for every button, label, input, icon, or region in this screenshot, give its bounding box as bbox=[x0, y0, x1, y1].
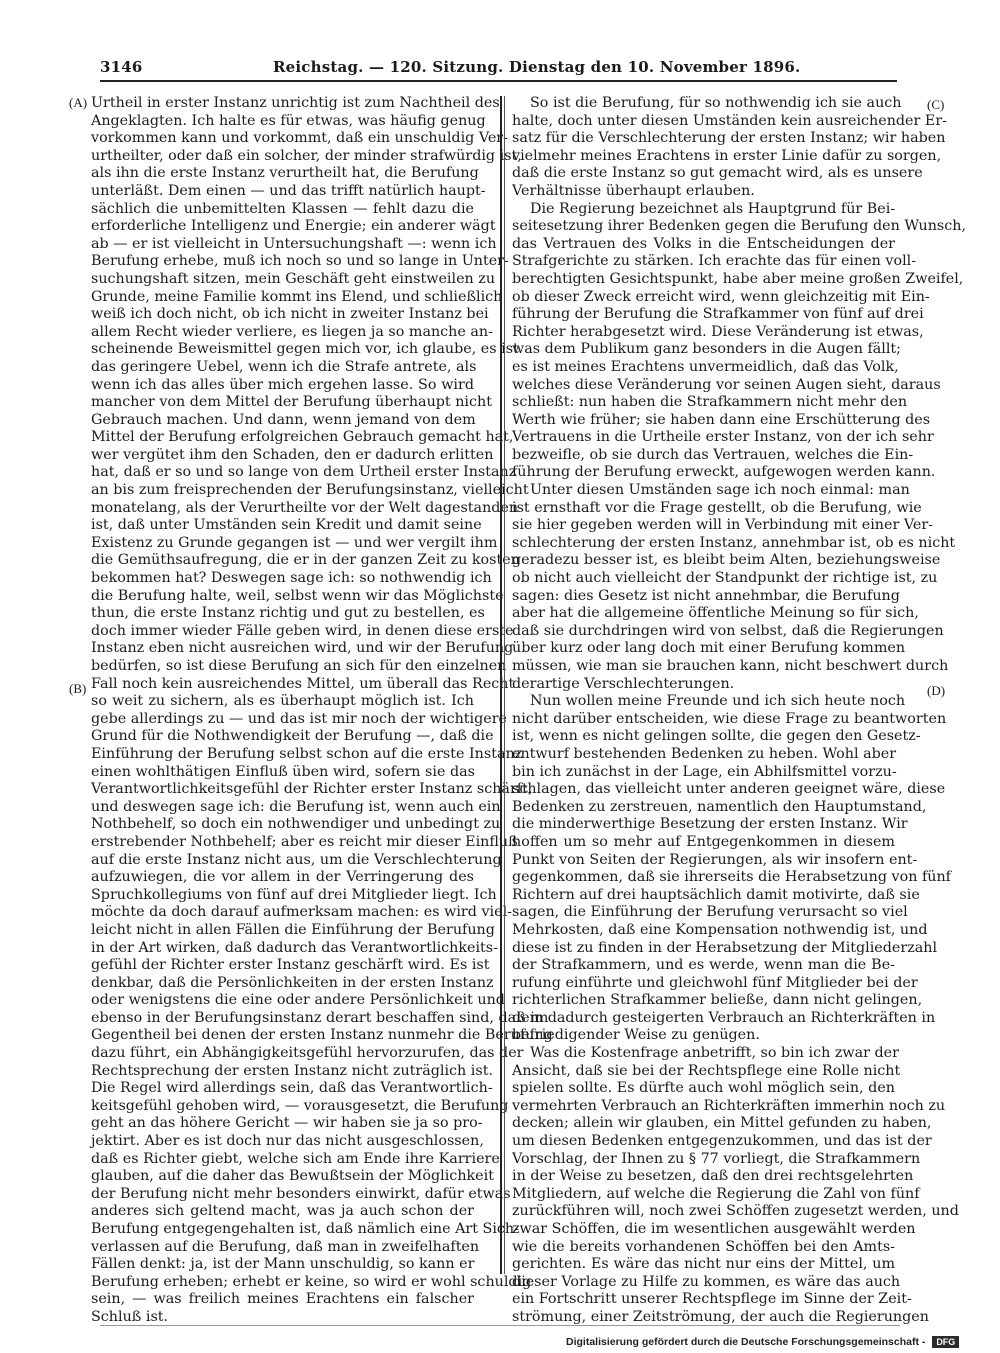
text-line: sächlich die unbemittelten Klassen — fehlt dazu die bbox=[91, 200, 474, 217]
text-line: Grunde, meine Familie kommt ins Elend, und schließlich bbox=[91, 288, 503, 305]
text-line: daß sie durchdringen wird von selbst, daß die Regierungen bbox=[512, 622, 944, 639]
text-line: das geringere Uebel, wenn ich die Strafe antrete, als bbox=[91, 358, 477, 375]
text-line: spielen sollte. Es dürfte auch wohl möglich sein, den bbox=[512, 1080, 895, 1097]
text-line: keitsgefühl gehoben wird, — vorausgesetzt, die Berufung bbox=[91, 1097, 509, 1114]
footer-rule bbox=[100, 1325, 900, 1326]
text-line: vielmehr meines Erachtens in erster Linie dafür zu sorgen, bbox=[512, 147, 942, 164]
header-rule bbox=[100, 80, 897, 82]
text-line: Fall noch kein ausreichendes Mittel, um überall das Recht bbox=[91, 675, 515, 692]
text-line: thun, die erste Instanz richtig und gut zu bestellen, es bbox=[91, 605, 485, 622]
text-line: vorkommen kann und vorkommt, daß ein unschuldig Ver- bbox=[91, 130, 508, 147]
text-line: Die Regierung bezeichnet als Hauptgrund für Bei- bbox=[530, 200, 896, 217]
column-divider bbox=[500, 96, 502, 1274]
text-line: zurückführen will, noch zwei Schöffen zugesetzt werden, und bbox=[512, 1203, 959, 1220]
text-line: dazu führt, ein Abhängigkeitsgefühl hervorzurufen, das der bbox=[91, 1045, 524, 1062]
margin-marker-d: (D) bbox=[927, 683, 946, 698]
text-line: berechtigten Gesichtspunkt, habe aber meine großen Zweifel, bbox=[512, 270, 964, 287]
text-line: möchte da doch darauf aufmerksam machen: es wird viel- bbox=[91, 904, 512, 921]
footer-text: Digitalisierung gefördert durch die Deutsche Forschungsgemeinschaft - bbox=[566, 1336, 926, 1348]
text-line: geht an das höhere Gericht — wir haben sie ja so pro- bbox=[91, 1115, 483, 1132]
text-line: Schluß ist. bbox=[91, 1308, 169, 1325]
text-line: gegenkommen, daß sie ihrerseits die Herabsetzung von fünf bbox=[512, 869, 951, 886]
text-line: bedürfen, so ist diese Berufung an sich für den einzelnen bbox=[91, 658, 507, 674]
digitization-footer bbox=[566, 1336, 956, 1352]
text-line: ebenso in der Berufungsinstanz derart beschaffen sind, daß im bbox=[91, 1009, 549, 1026]
text-line: sagen: dies Gesetz ist nicht annehmbar, die Berufung bbox=[512, 587, 900, 604]
text-line: führung der Berufung die Strafkammer von fünf auf drei bbox=[512, 306, 924, 323]
text-line: verlassen auf die Berufung, daß man in zweifelhaften bbox=[91, 1238, 480, 1255]
text-line: seitesetzung ihrer Bedenken gegen die Berufung den Wunsch, bbox=[512, 218, 966, 235]
text-line: halte, doch unter diesen Umständen kein ausreichender Er- bbox=[512, 112, 948, 129]
text-line: entwurf bestehenden Bedenken zu heben. Wohl aber bbox=[512, 745, 897, 762]
text-line: auf die erste Instanz nicht aus, um die Verschlechterung bbox=[91, 851, 502, 868]
text-line: wie die bereits vorhandenen Schöffen bei den Amts- bbox=[512, 1238, 895, 1255]
text-line: doch immer wieder Fälle geben wird, in denen diese erste bbox=[91, 622, 514, 639]
text-line: satz für die Verschlechterung der ersten Instanz; wir haben bbox=[512, 130, 946, 147]
text-line: dem dadurch gesteigerten Verbrauch an Richterkräften in bbox=[512, 1009, 936, 1026]
text-line: Unter diesen Umständen sage ich noch einmal: man bbox=[530, 482, 910, 499]
text-line: Vorschlag, der Ihnen zu § 77 vorliegt, die Strafkammern bbox=[512, 1150, 921, 1167]
text-line: Gegentheil bei denen der ersten Instanz nunmehr die Berufung bbox=[91, 1027, 553, 1044]
text-line: bezweifle, ob sie durch das Vertrauen, welches die Ein- bbox=[512, 446, 914, 463]
text-line: Mehrkosten, daß eine Kompensation nothwendig ist, und bbox=[512, 921, 928, 938]
text-line: die Gemüthsaufregung, die er in der ganzen Zeit zu kosten bbox=[91, 552, 520, 569]
text-line: richterlichen Strafkammer beließe, dann nicht gelingen, bbox=[512, 992, 923, 1009]
text-line: Einführung der Berufung selbst schon auf die erste Instanz bbox=[91, 745, 523, 762]
text-line: allem Recht wieder verliere, es liegen ja so manche an- bbox=[91, 323, 493, 340]
column-divider-inner bbox=[504, 96, 505, 1274]
text-line: ob dieser Zweck erreicht wird, wenn gleichzeitig mit Ein- bbox=[512, 288, 930, 305]
text-line: schließt: nun haben die Strafkammern nicht mehr den bbox=[512, 394, 908, 411]
left-column bbox=[91, 95, 553, 1327]
text-line: derartige Verschlechterungen. bbox=[512, 675, 735, 692]
text-line: Nothbehelf, so doch ein nothwendiger und unbedingt zu bbox=[91, 816, 501, 833]
text-line: der Berufung nicht mehr besonders einwirkt, dafür etwas bbox=[91, 1185, 511, 1202]
text-line: schlechterung der ersten Instanz, annehmbar ist, ob es nicht bbox=[512, 534, 956, 551]
text-line: hoffen um so mehr auf Entgegenkommen in diesem bbox=[512, 833, 895, 850]
text-line: aber hat die allgemeine öffentliche Meinung so für sich, bbox=[512, 605, 919, 622]
text-line: ein Fortschritt unserer Rechtspflege im Sinne der Zeit- bbox=[512, 1291, 912, 1308]
text-line: rufung einführte und gleichwohl fünf Mitglieder bei der bbox=[512, 974, 918, 991]
text-line: Verhältnisse überhaupt erlauben. bbox=[512, 182, 755, 199]
text-line: oder wenigstens die eine oder andere Persönlichkeit und bbox=[91, 992, 505, 1009]
text-line: So ist die Berufung, für so nothwendig ich sie auch bbox=[530, 95, 902, 111]
text-line: Vertrauens in die Urtheile erster Instanz, von der ich sehr bbox=[512, 429, 934, 446]
text-line: Mittel der Berufung erfolgreichen Gebrauch gemacht hat, bbox=[91, 429, 514, 446]
text-line: Bedenken zu zerstreuen, namentlich den Hauptumstand, bbox=[512, 798, 927, 815]
running-title: Reichstag. — 120. Sitzung. Dienstag den 10. November 1896. bbox=[273, 58, 801, 76]
text-line: schlagen, das vielleicht unter anderen geeignet wäre, diese bbox=[512, 781, 946, 798]
text-line: Strafgerichte zu stärken. Ich erachte das für einen voll- bbox=[512, 253, 917, 270]
text-line: leicht nicht in allen Fällen die Einführung der Berufung bbox=[91, 921, 495, 938]
text-line: scheinende Beweismittel gegen mich vor, ich glaube, es ist bbox=[91, 341, 519, 358]
text-line: Was die Kostenfrage anbetrifft, so bin ich zwar der bbox=[530, 1045, 899, 1062]
text-line: an bis zum freisprechenden der Berufungsinstanz, vielleicht bbox=[91, 482, 529, 499]
text-line: um diesen Bedenken entgegenzukommen, und das ist der bbox=[512, 1133, 932, 1150]
text-line: Punkt von Seiten der Regierungen, als wir insofern ent- bbox=[512, 851, 918, 868]
text-line: Richtern auf drei hauptsächlich damit motivirte, daß sie bbox=[512, 886, 920, 903]
text-line: Instanz eben nicht ausreichen wird, und wir der Berufung bbox=[91, 640, 514, 657]
text-line: vermehrten Verbrauch an Richterkräften immerhin noch zu bbox=[512, 1097, 946, 1114]
text-line: Mitgliedern, auf welche die Regierung die Zahl von fünf bbox=[512, 1185, 920, 1202]
text-line: gerichten. Es wäre das nicht nur eins der Mittel, um bbox=[512, 1256, 895, 1273]
text-line: in der Weise zu besetzen, daß den drei rechtsgelehrten bbox=[512, 1168, 914, 1185]
text-line: in der Art wirken, daß dadurch das Verantwortlichkeits- bbox=[91, 939, 498, 956]
text-line: dieser Vorlage zu Hilfe zu kommen, es wäre das auch bbox=[512, 1273, 901, 1290]
text-line: Werth wie früher; sie haben dann eine Erschütterung des bbox=[512, 411, 931, 428]
page-number: 3146 bbox=[100, 58, 143, 76]
text-line: ist ernsthaft vor die Frage gestellt, ob die Berufung, wie bbox=[512, 499, 922, 516]
text-line: Spruchkollegiums von fünf auf drei Mitglieder liegt. Ich bbox=[91, 886, 497, 903]
text-line: Berufung erheben; erhebt er keine, so wird er wohl schuldig bbox=[91, 1273, 532, 1290]
text-line: wenn ich das alles über mich ergehen lasse. So wird bbox=[91, 376, 474, 393]
text-line: bin ich zunächst in der Lage, ein Abhilfsmittel vorzu- bbox=[512, 763, 897, 780]
text-line: führung der Berufung erweckt, aufgewogen werden kann. bbox=[512, 464, 936, 481]
text-line: denkbar, daß die Persönlichkeiten in der ersten Instanz bbox=[91, 974, 494, 991]
text-line: geradezu besser ist, es bleibt beim Alten, beziehungsweise bbox=[512, 552, 941, 569]
text-line: Nun wollen meine Freunde und ich sich heute noch bbox=[530, 693, 906, 710]
text-line: aufzuwiegen, die vor allem in der Verringerung des bbox=[91, 869, 474, 886]
text-line: sie hier gegeben werden will in Verbindung mit einer Ver- bbox=[512, 517, 933, 534]
text-line: zwar Schöffen, die im wesentlichen ausgewählt werden bbox=[512, 1221, 916, 1237]
text-line: monatelang, als der Verurtheilte vor der Welt dagestanden bbox=[91, 499, 519, 516]
text-line: Urtheil in erster Instanz unrichtig ist zum Nachtheil des bbox=[91, 95, 500, 111]
text-line: Existenz zu Grunde gegangen ist — und wer vergilt ihm bbox=[91, 534, 498, 551]
text-line: Grund für die Nothwendigkeit der Berufung —, daß die bbox=[91, 728, 494, 745]
text-line: diese ist zu finden in der Herabsetzung der Mitgliederzahl bbox=[512, 939, 938, 956]
text-line: daß es Richter giebt, welche sich am Ende ihre Karriere bbox=[91, 1150, 500, 1167]
text-line: gefühl der Richter erster Instanz geschärft wird. Es ist bbox=[91, 957, 490, 974]
text-line: Richter herabgesetzt wird. Diese Veränderung ist etwas, bbox=[512, 323, 924, 340]
text-line: Fällen denkt: ja, ist der Mann unschuldig, so kann er bbox=[91, 1256, 475, 1273]
text-line: die minderwerthige Besetzung der ersten Instanz. Wir bbox=[512, 816, 908, 833]
text-line: sagen, die Einführung der Berufung verursacht so viel bbox=[512, 904, 908, 921]
text-line: decken; allein wir glauben, ein Mittel gefunden zu haben, bbox=[512, 1115, 932, 1132]
text-line: ist, wenn es nicht gelingen sollte, die gegen den Gesetz- bbox=[512, 728, 921, 745]
text-line: als ihn die erste Instanz verurtheilt hat, die Berufung bbox=[91, 165, 479, 182]
text-line: mancher von dem Mittel der Berufung überhaupt nicht bbox=[91, 394, 492, 411]
text-line: was dem Publikum ganz besonders in die Augen fällt; bbox=[512, 341, 901, 358]
text-line: anderes sich geltend macht, was ja auch schon der bbox=[91, 1203, 474, 1220]
margin-marker-b: (B) bbox=[69, 681, 87, 696]
text-line: das Vertrauen des Volks in die Entscheidungen der bbox=[512, 235, 895, 252]
text-line: welches diese Veränderung vor seinen Augen sieht, daraus bbox=[512, 376, 941, 393]
text-line: es ist meines Erachtens unvermeidlich, daß das Volk, bbox=[512, 358, 899, 375]
text-line: befriedigender Weise zu genügen. bbox=[512, 1027, 760, 1044]
text-line: erstrebender Nothbehelf; aber es reicht mir dieser Einfluß bbox=[91, 833, 518, 850]
margin-marker-c: (C) bbox=[927, 97, 945, 112]
text-line: ob nicht auch vielleicht der Standpunkt der richtige ist, zu bbox=[512, 570, 938, 587]
text-line: glauben, auf die daher das Bewußtsein der Möglichkeit bbox=[91, 1168, 494, 1185]
text-line: so weit zu sichern, als es überhaupt möglich ist. Ich bbox=[91, 693, 474, 710]
page-header bbox=[100, 56, 900, 78]
text-line: Die Regel wird allerdings sein, daß das Verantwortlich- bbox=[91, 1080, 493, 1097]
text-line: strömung, einer Zeitströmung, der auch die Regierungen bbox=[512, 1308, 929, 1325]
text-line: sein, — was freilich meines Erachtens ein falscher bbox=[91, 1291, 474, 1308]
text-line: wer vergütet ihm den Schaden, den er dadurch erlitten bbox=[91, 446, 494, 463]
text-line: und deswegen sage ich: die Berufung ist, wenn auch ein bbox=[91, 798, 501, 815]
text-line: ist, daß unter Umständen sein Kredit und damit seine bbox=[91, 517, 482, 534]
text-line: Angeklagten. Ich halte es für etwas, was häufig genug bbox=[91, 112, 486, 129]
text-line: bekommen hat? Deswegen sage ich: so nothwendig ich bbox=[91, 570, 492, 587]
text-line: die Berufung halte, weil, selbst wenn wir das Möglichste bbox=[91, 587, 504, 604]
text-line: Berufung erhebe, muß ich noch so und so lange in Unter- bbox=[91, 253, 509, 270]
dfg-logo: DFG bbox=[932, 1336, 959, 1348]
text-line: weiß ich doch nicht, ob ich nicht in zweiter Instanz bei bbox=[91, 306, 489, 323]
text-line: unterläßt. Dem einen — und das trifft natürlich haupt- bbox=[91, 182, 486, 199]
text-line: suchungshaft sitzen, mein Geschäft geht einstweilen zu bbox=[91, 270, 496, 287]
text-line: der Strafkammern, und es werde, wenn man die Be- bbox=[512, 957, 895, 974]
margin-marker-a: (A) bbox=[69, 95, 88, 110]
text-line: ab — er ist vielleicht in Untersuchungshaft —: wenn ich bbox=[91, 235, 497, 252]
right-column bbox=[512, 95, 966, 1327]
text-line: Berufung entgegengehalten ist, daß nämlich eine Art Sich- bbox=[91, 1221, 519, 1237]
text-line: Rechtsprechung der ersten Instanz nicht zuträglich ist. bbox=[91, 1062, 494, 1079]
text-line: hat, daß er so und so lange von dem Urtheil erster Instanz bbox=[91, 464, 517, 481]
text-line: Gebrauch machen. Und dann, wenn jemand von dem bbox=[91, 411, 476, 428]
text-line: Verantwortlichkeitsgefühl der Richter erster Instanz schärft, bbox=[91, 781, 533, 798]
text-line: nicht darüber entscheiden, wie diese Frage zu beantworten bbox=[512, 710, 947, 727]
text-line: erforderliche Intelligenz und Energie; ein anderer wägt bbox=[91, 218, 496, 235]
text-line: urtheilter, oder daß ein solcher, der minder strafwürdig ist, bbox=[91, 147, 522, 164]
text-line: daß die erste Instanz so gut gemacht wird, als es unsere bbox=[512, 165, 923, 182]
text-line: jektirt. Aber es ist doch nur das nicht ausgeschlossen, bbox=[91, 1133, 484, 1150]
text-line: müssen, wie man sie brauchen kann, nicht beschwert durch bbox=[512, 658, 949, 674]
text-line: gebe allerdings zu — und das ist mir noch der wichtigere bbox=[91, 710, 508, 727]
text-line: über kurz oder lang doch mit einer Berufung kommen bbox=[512, 640, 906, 657]
text-line: Ansicht, daß sie bei der Rechtspflege eine Rolle nicht bbox=[512, 1062, 901, 1079]
text-line: einen wohlthätigen Einfluß üben wird, sofern sie das bbox=[91, 763, 475, 780]
